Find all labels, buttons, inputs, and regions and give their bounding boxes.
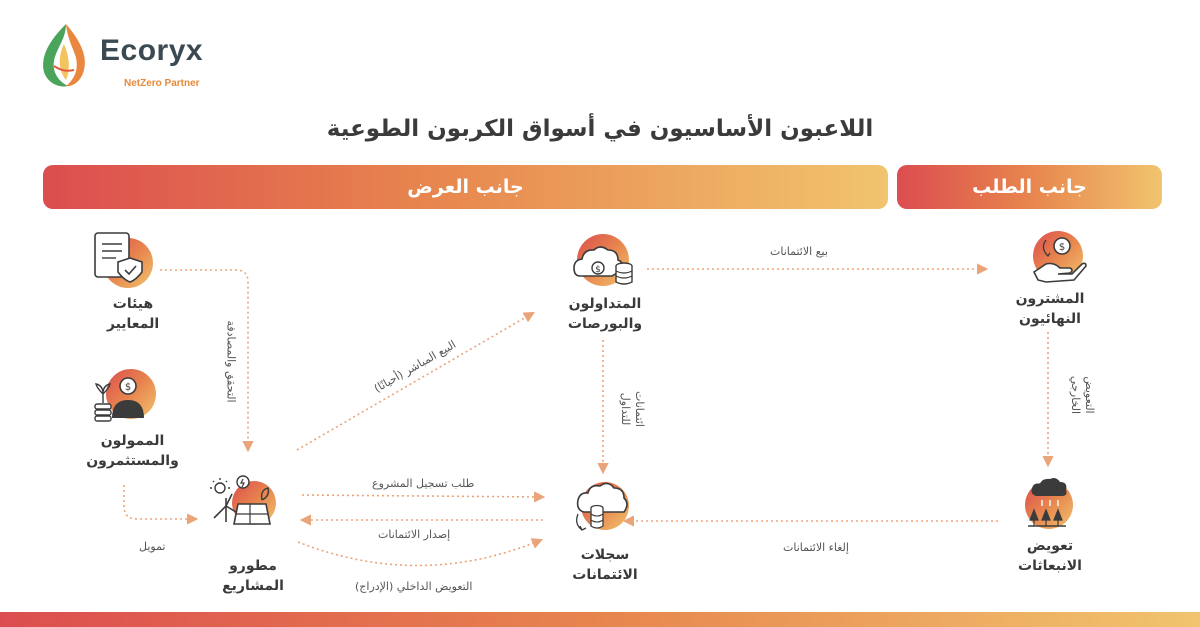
- arrow-developers-to-registries: [302, 495, 543, 497]
- node-label-line1: المتداولون: [568, 296, 642, 312]
- node-label-line1: سجلات: [580, 547, 630, 563]
- node-project-developers: [198, 556, 308, 596]
- node-label-line2: المعايير: [106, 316, 160, 332]
- edge-label-financing: تمويل: [139, 540, 166, 553]
- node-emissions-offsetting: [995, 536, 1105, 576]
- edge-label-external-offsetting: [1068, 360, 1096, 430]
- footer-gradient-bar: [0, 612, 1200, 627]
- edge-label-line2: الخارجي: [1069, 375, 1082, 415]
- node-end-buyers: [995, 289, 1105, 329]
- brand-tagline: NetZero Partner: [124, 78, 200, 89]
- node-label-line1: تعويض: [1026, 538, 1074, 554]
- arrow-developers-to-registries-internal: [298, 540, 541, 566]
- node-label-line2: والبورصات: [567, 316, 643, 332]
- node-label-line2: المشاريع: [222, 578, 284, 594]
- edge-label-line1: ائتمانات: [633, 391, 646, 427]
- cloud-database-icon: [577, 482, 629, 530]
- brand-name: Ecoryx: [100, 34, 204, 67]
- edge-label-retirement: إلغاء الائتمانات: [783, 541, 849, 554]
- edge-label-direct-sale: البيع المباشر (أحيانًا): [371, 337, 459, 396]
- forest-cloud-icon: [1025, 478, 1073, 529]
- node-financiers-investors: [70, 431, 195, 471]
- coins-icon: [574, 234, 632, 286]
- node-traders-exchanges: [545, 294, 665, 334]
- demand-side-label: جانب الطلب: [972, 176, 1087, 198]
- page-title: اللاعبون الأساسيون في أسواق الكربون الطوعية: [326, 116, 874, 142]
- edge-label-verification: التحقق والمصادقة: [224, 320, 238, 403]
- supply-side-label: جانب العرض: [407, 176, 524, 198]
- arrow-financiers-to-developers: [124, 485, 196, 519]
- svg-text:$: $: [124, 382, 132, 393]
- investment-plant-icon: [95, 369, 156, 421]
- arrow-developers-to-traders: [297, 313, 533, 450]
- edge-label-internal-offsetting: التعويض الداخلي (الإدراج): [355, 580, 473, 593]
- node-label-line2: والمستثمرون: [86, 453, 179, 469]
- edge-label-credits-for-trading: [618, 374, 646, 444]
- node-label-line2: النهائيون: [1019, 311, 1081, 327]
- svg-text:$: $: [1058, 242, 1066, 253]
- node-credit-registries: [545, 545, 665, 585]
- edge-label-line2: للتداول: [619, 392, 632, 426]
- certificate-icon: [95, 233, 153, 288]
- node-label-line1: مطورو: [229, 558, 277, 574]
- node-label-line2: الانبعاثات: [1018, 558, 1082, 574]
- node-label-line1: هيئات: [112, 296, 154, 312]
- node-label-line2: الائتمانات: [572, 567, 638, 583]
- hand-money-icon: [1033, 231, 1086, 282]
- renewable-energy-icon: [210, 476, 276, 525]
- svg-text:$: $: [595, 265, 601, 275]
- node-label-line1: المشترون: [1015, 291, 1085, 307]
- edge-label-issuance: إصدار الائتمانات: [378, 528, 451, 541]
- edge-label-line1: التعويض: [1083, 376, 1096, 414]
- edge-label-registration-request: طلب تسجيل المشروع: [372, 477, 475, 490]
- node-standards-bodies: [78, 294, 188, 334]
- edge-label-sell-credits: بيع الائتمانات: [770, 245, 828, 258]
- node-label-line1: الممولون: [100, 433, 165, 449]
